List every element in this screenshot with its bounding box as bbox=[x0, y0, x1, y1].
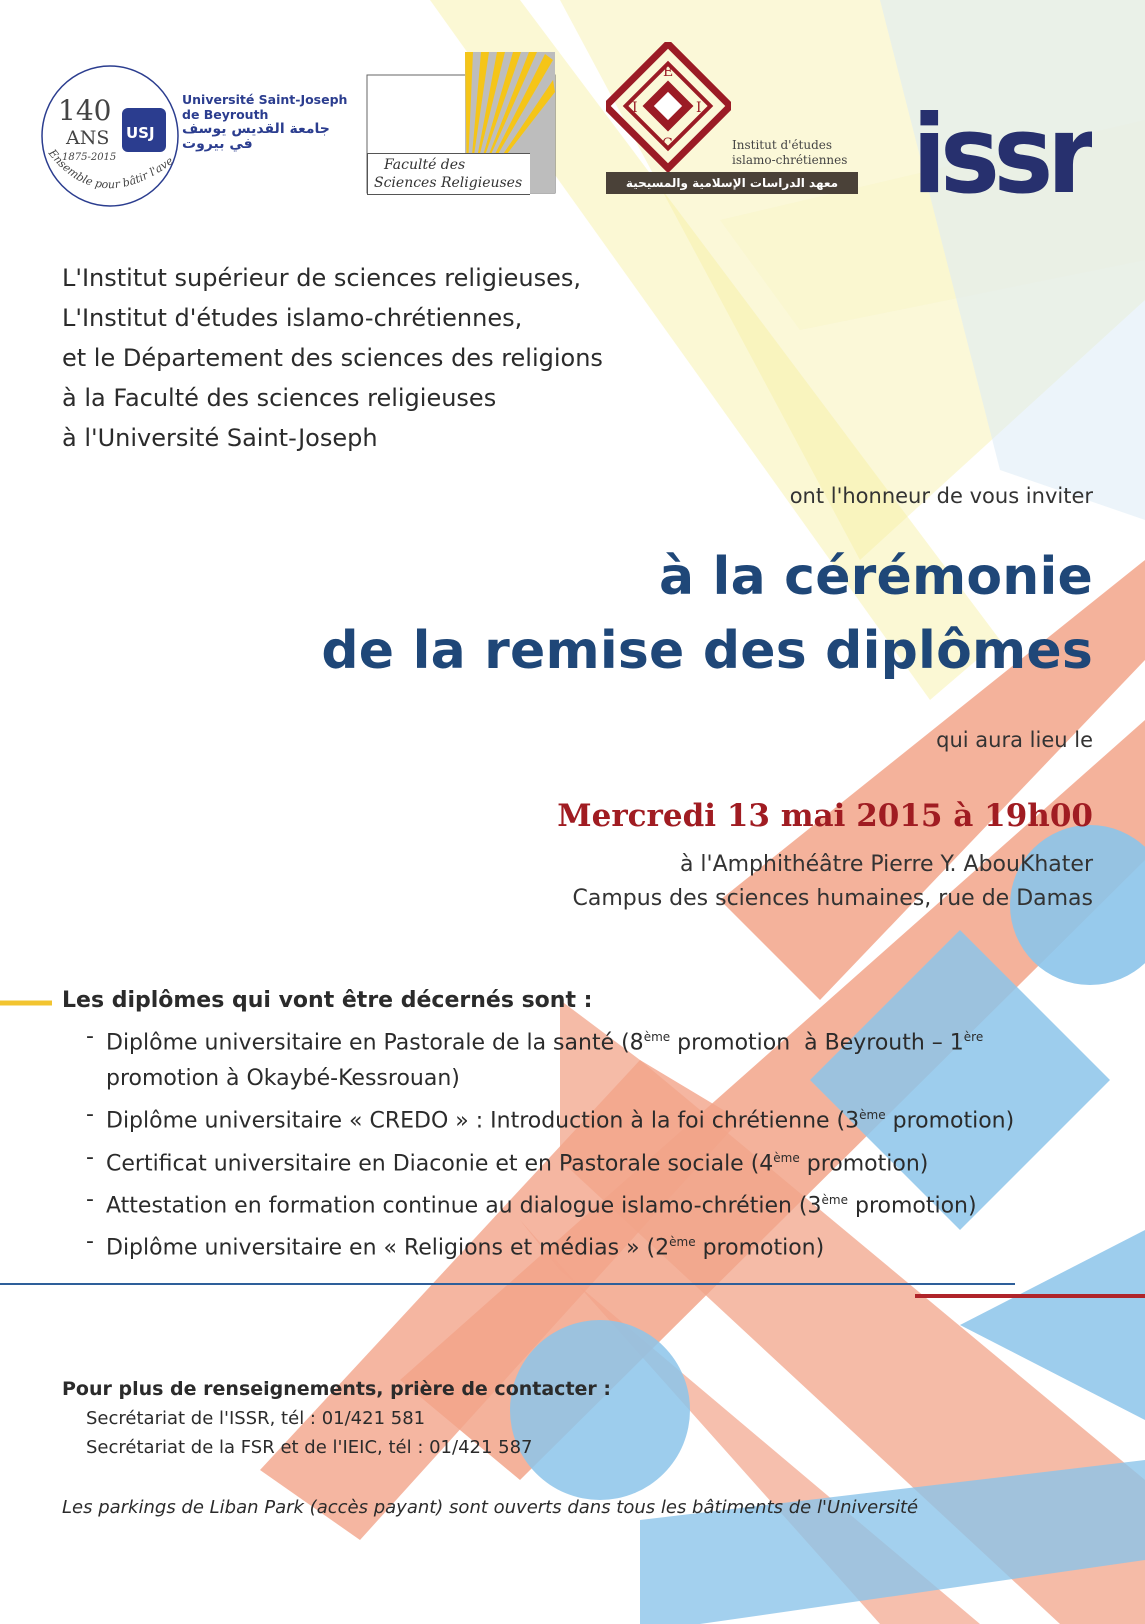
diplomas-section bbox=[62, 983, 1102, 1267]
diploma-item-5-text: Diplôme universitaire en « Religions et médias » (2 bbox=[106, 1235, 670, 1261]
fsr-name-line2: Sciences Religieuses bbox=[374, 175, 523, 191]
contact-fsr-ieic: Secrétariat de la FSR et de l'IEIC, tél : 01/421 587 bbox=[86, 1437, 533, 1458]
parking-note: Les parkings de Liban Park (accès payant) sont ouverts dans tous les bâtiments de l'Université bbox=[62, 1497, 919, 1518]
usj-years-range: 1875-2015 bbox=[62, 152, 117, 163]
ceremony-title-line1: à la cérémonie bbox=[658, 547, 1093, 607]
diploma-item-4-text: Attestation en formation continue au dialogue islamo-chrétien (3 bbox=[106, 1193, 822, 1219]
usj-logo bbox=[38, 58, 348, 218]
organizer-line-5: à l'Université Saint-Joseph bbox=[62, 424, 378, 452]
issr-wordmark: issr bbox=[912, 94, 1092, 204]
diploma-item-2-text: Diplôme universitaire « CREDO » : Introduction à la foi chrétienne (3 bbox=[106, 1108, 860, 1134]
usj-years-number: 140 bbox=[58, 94, 112, 127]
ceremony-title-line2: de la remise des diplômes bbox=[321, 621, 1093, 681]
organizer-line-2: L'Institut d'études islamo-chrétiennes, bbox=[62, 304, 523, 332]
diploma-item-1 bbox=[62, 1019, 1102, 1097]
venue bbox=[573, 848, 1093, 916]
issr-logo bbox=[912, 94, 1092, 204]
organizer-line-4: à la Faculté des sciences religieuses bbox=[62, 384, 497, 412]
organizer-line-3: et le Département des sciences des religions bbox=[62, 344, 603, 372]
diploma-item-3-end: promotion) bbox=[799, 1150, 929, 1176]
held-intro: qui aura lieu le bbox=[936, 728, 1093, 752]
list-dash: - bbox=[86, 1229, 94, 1255]
venue-line2: Campus des sciences humaines, rue de Damas bbox=[572, 886, 1093, 911]
diploma-item-4-end: promotion) bbox=[847, 1193, 977, 1219]
diploma-item-1-mid: promotion à Beyrouth – 1 bbox=[670, 1030, 964, 1056]
usj-name-line2: de Beyrouth bbox=[182, 107, 269, 122]
contact-section bbox=[62, 1375, 611, 1462]
diploma-item-5-sup: ème bbox=[669, 1235, 696, 1250]
ceremony-title bbox=[321, 540, 1093, 688]
diploma-item-2 bbox=[62, 1097, 1102, 1139]
diploma-item-1-sup1: ème bbox=[643, 1030, 671, 1044]
organizers-block bbox=[62, 258, 603, 458]
contact-issr: Secrétariat de l'ISSR, tél : 01/421 581 bbox=[86, 1408, 426, 1429]
usj-name-arabic-line2: في بيروت bbox=[182, 136, 253, 152]
list-dash: - bbox=[86, 1024, 94, 1049]
event-date: Mercredi 13 mai 2015 à 19h00 bbox=[557, 798, 1093, 834]
invite-intro: ont l'honneur de vous inviter bbox=[789, 484, 1093, 508]
diploma-item-2-end: promotion) bbox=[885, 1108, 1015, 1134]
ieic-letter-e: E bbox=[663, 64, 674, 80]
usj-monogram: USJ bbox=[126, 124, 155, 142]
list-dash: - bbox=[86, 1102, 94, 1128]
diplomas-list bbox=[62, 1019, 1102, 1267]
usj-name bbox=[182, 92, 347, 152]
usj-name-line1: Université Saint-Joseph bbox=[182, 92, 348, 107]
diploma-item-3 bbox=[62, 1140, 1102, 1182]
ieic-letter-i1: I bbox=[632, 100, 638, 116]
fsr-logo bbox=[365, 50, 560, 200]
diplomas-heading: Les diplômes qui vont être décernés sont : bbox=[62, 988, 593, 1013]
ieic-name bbox=[732, 138, 847, 168]
list-dash: - bbox=[86, 1186, 94, 1212]
ieic-letter-i2: I bbox=[696, 100, 702, 116]
ieic-logo bbox=[606, 42, 862, 202]
usj-years-label: ANS bbox=[66, 127, 110, 149]
diploma-item-4 bbox=[62, 1182, 1102, 1224]
ieic-name-arabic: معهد الدراسات الإسلامية والمسيحية bbox=[606, 172, 858, 194]
diploma-item-3-text: Certificat universitaire en Diaconie et en Pastorale sociale (4 bbox=[106, 1150, 774, 1176]
contact-heading: Pour plus de renseignements, prière de contacter : bbox=[62, 1378, 611, 1400]
diploma-item-1-line2: promotion à Okaybé-Kessrouan) bbox=[106, 1066, 460, 1092]
fsr-name bbox=[367, 153, 530, 195]
ieic-name-line1: Institut d'études bbox=[732, 138, 833, 152]
list-dash: - bbox=[86, 1144, 94, 1170]
organizer-line-1: L'Institut supérieur de sciences religieuses, bbox=[62, 264, 582, 292]
diploma-item-3-sup: ème bbox=[773, 1150, 800, 1165]
diploma-item-1-text: Diplôme universitaire en Pastorale de la santé (8 bbox=[106, 1030, 644, 1056]
usj-motto: Ensemble pour bâtir l'ave bbox=[45, 146, 176, 192]
fsr-name-line1: Faculté des bbox=[384, 157, 466, 173]
usj-name-arabic-line1: جامعة القديس يوسف bbox=[182, 121, 330, 137]
diploma-item-2-sup: ème bbox=[859, 1108, 886, 1123]
diploma-item-4-sup: ème bbox=[821, 1192, 848, 1207]
diploma-item-1-sup2: ère bbox=[963, 1030, 984, 1044]
venue-line1: à l'Amphithéâtre Pierre Y. AbouKhater bbox=[679, 852, 1093, 877]
diploma-item-5 bbox=[62, 1224, 1102, 1266]
ieic-letter-c: C bbox=[662, 136, 673, 152]
diploma-item-5-end: promotion) bbox=[695, 1235, 825, 1261]
ieic-name-line2: islamo-chrétiennes bbox=[732, 153, 848, 167]
